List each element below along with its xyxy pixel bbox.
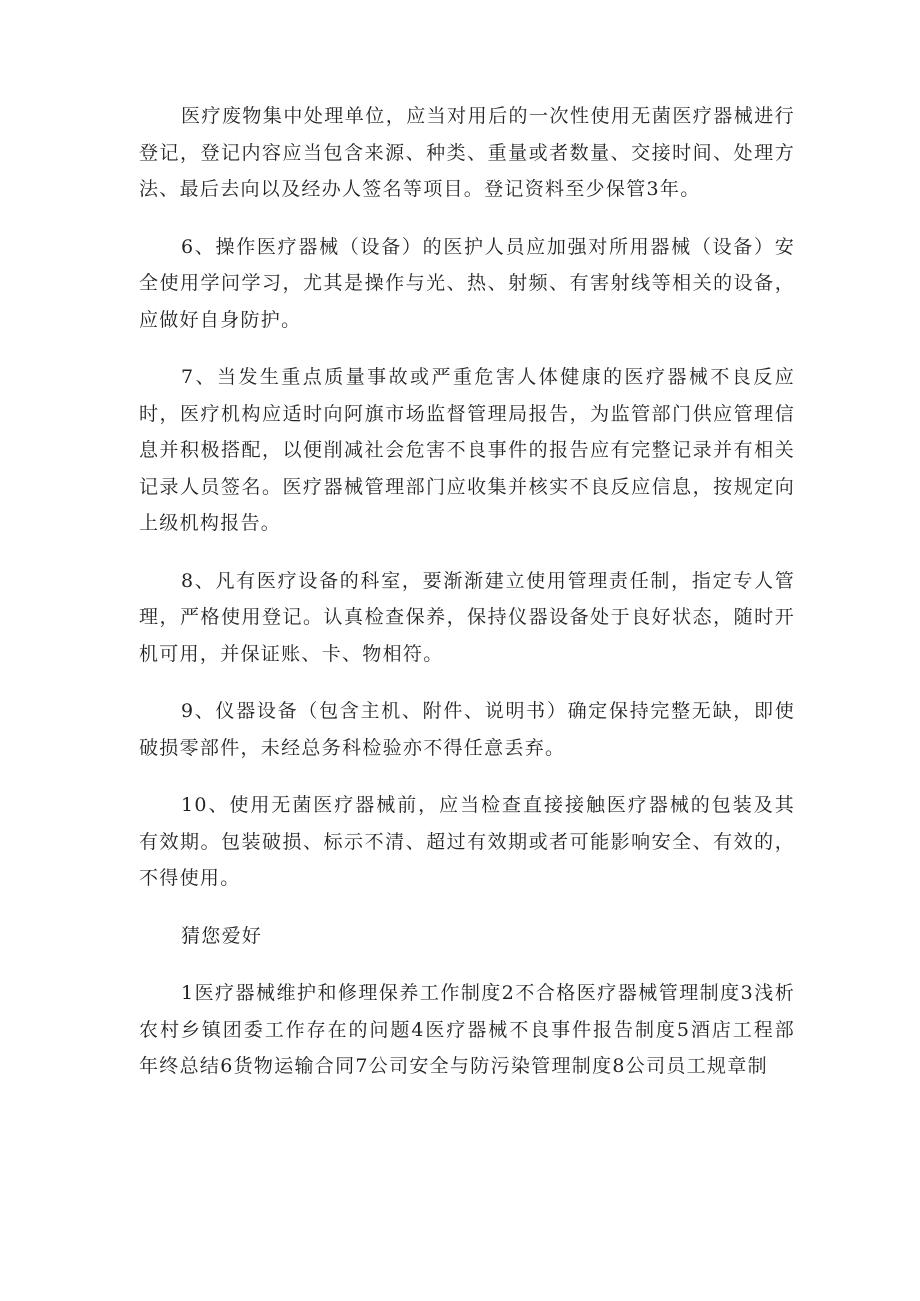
- document-body: [139, 98, 795, 1085]
- paragraph-7-adverse-event-report: 7、当发生重点质量事故或严重危害人体健康的医疗器械不良反应时，医疗机构应适时向阿旗市场监督管理局报告，为监管部门供应管理信息并积极搭配，以便削减社会危害不良事件的报告应有完整记录并有相关记录人员签名。医疗器械管理部门应收集并核实不良反应信息，按规定向上级机构报告。: [139, 366, 795, 534]
- related-documents-list: 1医疗器械维护和修理保养工作制度2不合格医疗器械管理制度3浅析农村乡镇团委工作存在的问题4医疗器械不良事件报告制度5酒店工程部年终总结6货物运输合同7公司安全与防污染管理制度8公司员工规章制: [139, 982, 795, 1077]
- paragraph-6-operator-protection: 6、操作医疗器械（设备）的医护人员应加强对所用器械（设备）安全使用学问学习，尤其是操作与光、热、射频、有害射线等相关的设备，应做好自身防护。: [139, 235, 795, 331]
- paragraph-9-equipment-integrity: 9、仪器设备（包含主机、附件、说明书）确定保持完整无缺，即使破损零部件，未经总务科检验亦不得任意丢弃。: [139, 700, 795, 759]
- paragraph-10-sterile-device-check: 10、使用无菌医疗器械前，应当检查直接接触医疗器械的包装及其有效期。包装破损、标示不清、超过有效期或者可能影响安全、有效的，不得使用。: [139, 794, 795, 889]
- paragraph-waste-disposal: 医疗废物集中处理单位，应当对用后的一次性使用无菌医疗器械进行登记，登记内容应当包含来源、种类、重量或者数量、交接时间、处理方法、最后去向以及经办人签名等项目。登记资料至少保管3年。: [139, 105, 795, 200]
- paragraph-8-department-responsibility: 8、凡有医疗设备的科室，要渐渐建立使用管理责任制，指定专人管理，严格使用登记。认真检查保养，保持仪器设备处于良好状态，随时开机可用，并保证账、卡、物相符。: [139, 569, 795, 665]
- related-heading: 猜您爱好: [181, 924, 263, 947]
